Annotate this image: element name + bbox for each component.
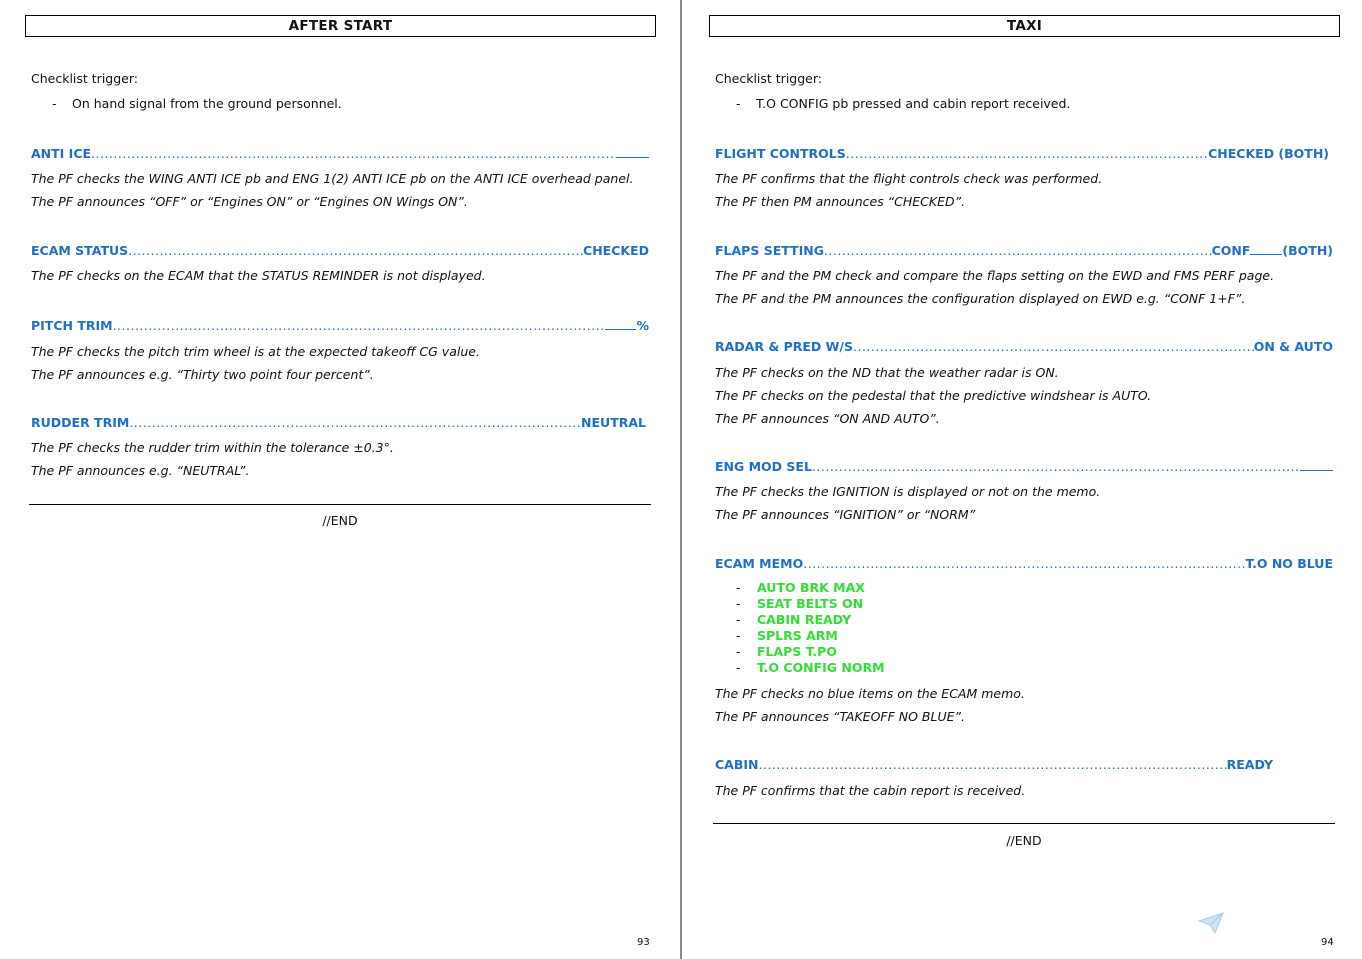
leader-dots (853, 339, 1254, 355)
item-description: The PF announces e.g. “NEUTRAL”. (31, 463, 250, 478)
leader-dots (803, 556, 1245, 572)
checklist-item-cabin (715, 757, 1273, 773)
item-name: PITCH TRIM (31, 318, 113, 333)
leader-dots (824, 243, 1212, 259)
checklist-item-eng-mod-sel (715, 459, 1333, 475)
leader-dots (128, 243, 583, 259)
item-description: The PF announces “IGNITION” or “NORM” (715, 507, 976, 522)
checklist-item-radar-pred-ws (715, 339, 1333, 355)
item-name: ANTI ICE (31, 146, 92, 161)
item-name: RUDDER TRIM (31, 415, 130, 430)
page-number: 94 (1321, 937, 1334, 948)
page-divider (680, 0, 682, 959)
item-description: The PF then PM announces “CHECKED”. (715, 194, 966, 209)
item-value: READY (1226, 757, 1273, 772)
leader-dots (812, 459, 1300, 475)
item-name: ENG MOD SEL (715, 459, 812, 474)
memo-item: - T.O CONFIG NORM (736, 660, 885, 675)
end-marker: //END (322, 513, 358, 528)
fill-in-blank (616, 146, 649, 158)
page-number: 93 (637, 937, 650, 948)
checklist-trigger-label: Checklist trigger: (31, 71, 138, 86)
item-value: CHECKED (583, 243, 649, 258)
item-description: The PF and the PM announces the configuration displayed on EWD e.g. “CONF 1+F”. (715, 291, 1246, 306)
item-description: The PF announces e.g. “Thirty two point four percent”. (31, 367, 374, 382)
item-description: The PF checks the IGNITION is displayed or not on the memo. (715, 484, 1101, 499)
item-value: CHECKED (BOTH) (1208, 146, 1329, 161)
checklist-item-rudder-trim (31, 415, 646, 431)
left-page (0, 0, 680, 959)
item-description: The PF announces “OFF” or “Engines ON” or “Engines ON Wings ON”. (31, 194, 468, 209)
item-value: NEUTRAL (581, 415, 646, 430)
fill-in-blank (1300, 459, 1333, 471)
item-description: The PF announces “TAKEOFF NO BLUE”. (715, 709, 965, 724)
item-description: The PF checks the WING ANTI ICE pb and ENG 1(2) ANTI ICE pb on the ANTI ICE overhead panel. (31, 171, 634, 186)
leader-dots (759, 757, 1227, 773)
leader-dots (91, 146, 616, 162)
paper-plane-icon (1198, 912, 1224, 934)
trigger-item: - T.O CONFIG pb pressed and cabin report received. (736, 96, 1071, 111)
item-description: The PF and the PM check and compare the flaps setting on the EWD and FMS PERF page. (715, 268, 1275, 283)
memo-item: - CABIN READY (736, 612, 852, 627)
trigger-item: - On hand signal from the ground personnel. (52, 96, 342, 111)
memo-item: - FLAPS T.PO (736, 644, 837, 659)
item-value-blank: % (605, 318, 649, 334)
bullet-dash: - (736, 96, 741, 111)
item-name: ECAM MEMO (715, 556, 804, 571)
checklist-item-anti-ice (31, 146, 649, 162)
checklist-item-flaps-setting (715, 243, 1333, 259)
item-name: ECAM STATUS (31, 243, 129, 258)
ecam-memo-list (736, 580, 885, 676)
leader-dots (113, 318, 606, 334)
right-page (684, 0, 1362, 959)
checklist-trigger-label: Checklist trigger: (715, 71, 822, 86)
item-value: ON & AUTO (1253, 339, 1333, 354)
item-description: The PF checks the rudder trim within the tolerance ±0.3°. (31, 440, 394, 455)
checklist-item-pitch-trim (31, 318, 649, 334)
page-title: AFTER START (25, 15, 656, 37)
memo-item: - SEAT BELTS ON (736, 596, 864, 611)
item-value-blank (1300, 459, 1333, 475)
memo-item: - SPLRS ARM (736, 628, 838, 643)
item-description: The PF confirms that the flight controls check was performed. (715, 171, 1103, 186)
leader-dots (129, 415, 581, 431)
end-divider (29, 504, 651, 505)
checklist-item-ecam-memo (715, 556, 1333, 572)
bullet-dash: - (52, 96, 57, 111)
memo-item: - AUTO BRK MAX (736, 580, 865, 595)
item-description: The PF checks no blue items on the ECAM memo. (715, 686, 1025, 701)
leader-dots (846, 146, 1208, 162)
item-description: The PF checks on the ND that the weather radar is ON. (715, 365, 1059, 380)
item-description: The PF checks on the ECAM that the STATUS REMINDER is not displayed. (31, 268, 486, 283)
page-title: TAXI (709, 15, 1340, 37)
item-description: The PF checks on the pedestal that the predictive windshear is AUTO. (715, 388, 1152, 403)
item-value: T.O NO BLUE (1245, 556, 1333, 571)
end-divider (713, 823, 1335, 824)
item-name: FLAPS SETTING (715, 243, 824, 258)
item-name: FLIGHT CONTROLS (715, 146, 846, 161)
item-description: The PF announces “ON AND AUTO”. (715, 411, 940, 426)
item-description: The PF checks the pitch trim wheel is at the expected takeoff CG value. (31, 344, 480, 359)
fill-in-blank (605, 318, 636, 330)
checklist-item-flight-controls (715, 146, 1329, 162)
item-value: CONF (BOTH) (1211, 243, 1333, 258)
checklist-item-ecam-status (31, 243, 649, 259)
item-description: The PF confirms that the cabin report is received. (715, 783, 1026, 798)
fill-in-blank (1250, 243, 1282, 255)
item-name: RADAR & PRED W/S (715, 339, 853, 354)
end-marker: //END (1006, 833, 1042, 848)
item-name: CABIN (715, 757, 759, 772)
item-value-blank (616, 146, 649, 162)
